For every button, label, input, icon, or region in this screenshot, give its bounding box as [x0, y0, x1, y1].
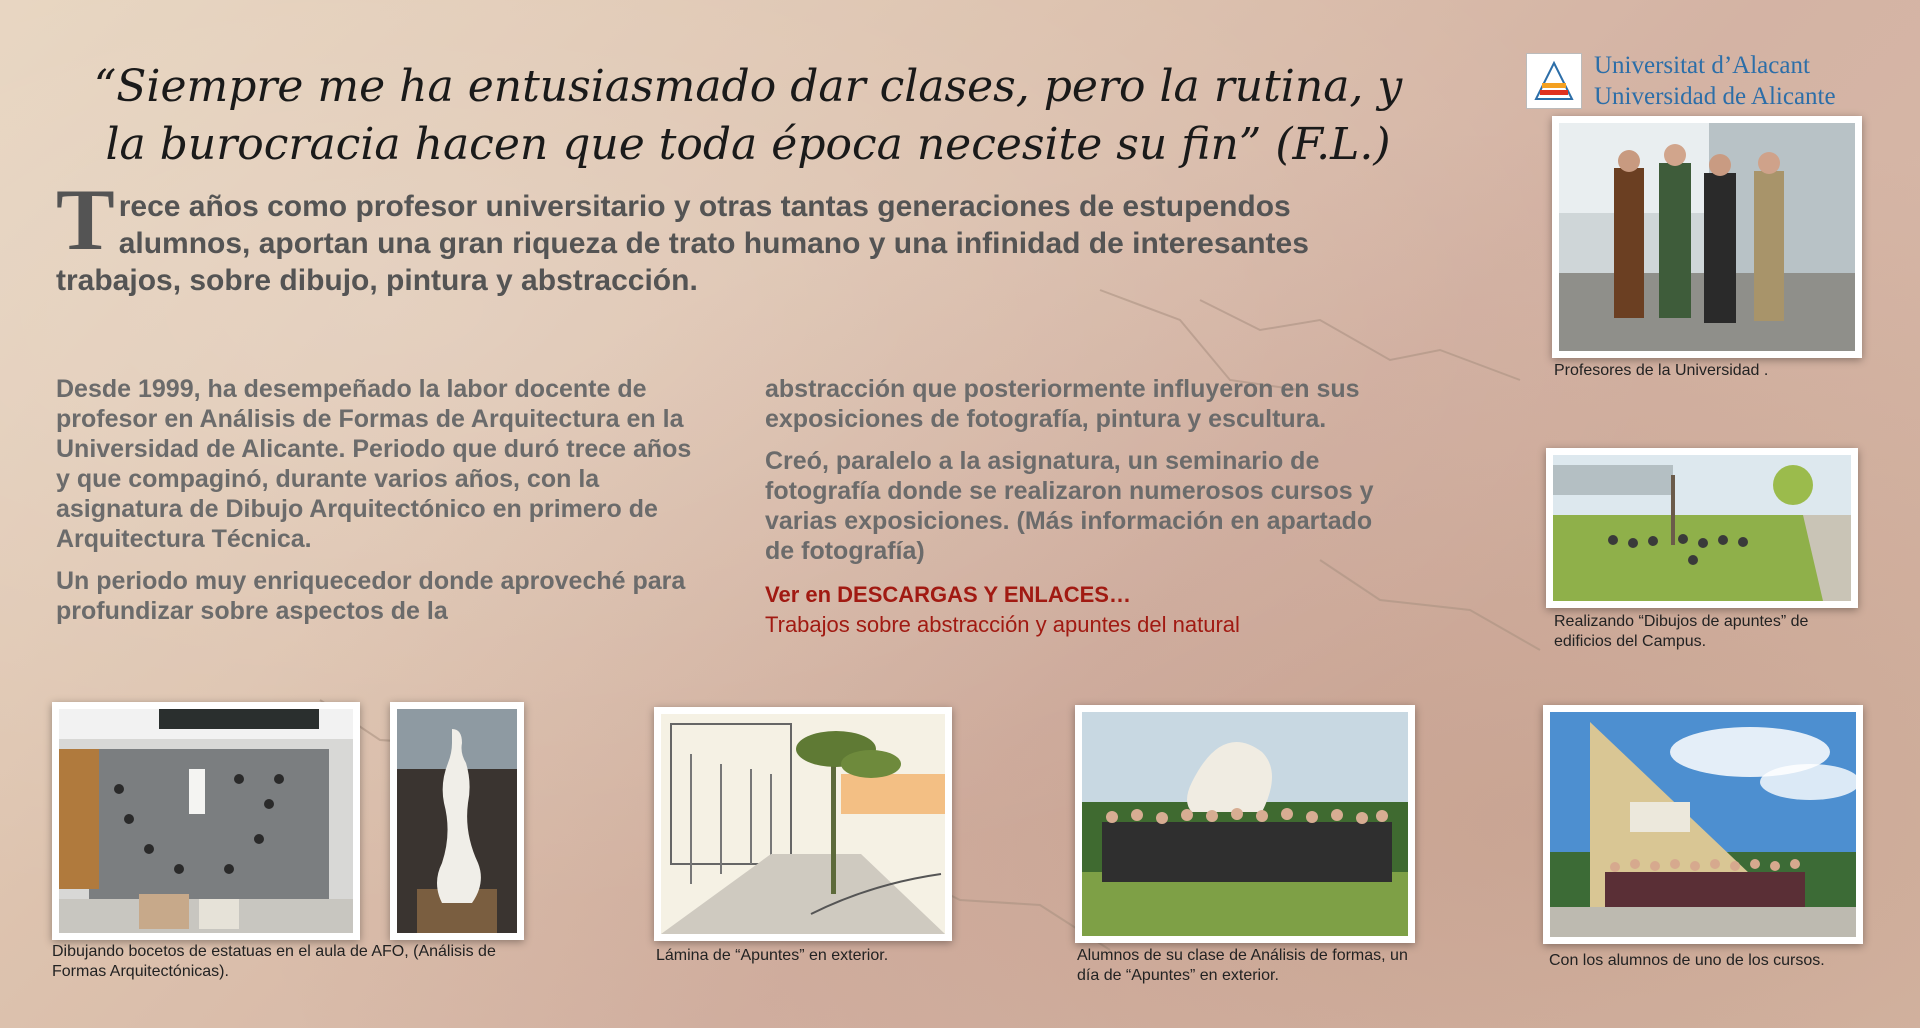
logo-line-2: Universidad de Alicante [1594, 83, 1836, 110]
university-emblem-icon [1526, 53, 1582, 109]
photo-professors [1552, 116, 1862, 358]
photo-drawing-sheet [654, 707, 952, 941]
drop-cap: T [56, 172, 115, 269]
photo-statue [390, 702, 524, 940]
downloads-link[interactable]: Ver en DESCARGAS Y ENLACES… [765, 582, 1131, 607]
downloads-subtitle: Trabajos sobre abstracción y apuntes del natural [765, 612, 1240, 637]
photo-students-statue [1075, 705, 1415, 943]
university-logo [1526, 50, 1836, 112]
lead-text: rece años como profesor universitario y otras tantas generaciones de estupendos alumnos, aportan una gran riqueza de trato humano y una infinidad de interesantes trabajos, sobre dibujo, pintura y abstracción. [56, 190, 1309, 297]
photo-classroom [52, 702, 360, 940]
body-paragraph: Creó, paralelo a la asignatura, un seminario de fotografía donde se realizaron numerosos cursos y varias exposiciones. (Más información en apartado de fotografía) [765, 447, 1374, 565]
body-column-1 [56, 374, 696, 638]
photo-course-group [1543, 705, 1863, 944]
quote-line-2: la burocracia hacen que toda época necesite su fin” (F.L.) [105, 119, 1391, 170]
caption-students-statue: Alumnos de su clase de Análisis de formas, un día de “Apuntes” en exterior. [1077, 947, 1408, 984]
lead-paragraph [56, 172, 1386, 299]
caption-classroom: Dibujando bocetos de estatuas en el aula de AFO, (Análisis de Formas Arquitectónicas). [52, 943, 496, 980]
caption-campus: Realizando “Dibujos de apuntes” de edificios del Campus. [1554, 613, 1809, 650]
logo-line-1: Universitat d’Alacant [1594, 52, 1810, 79]
body-paragraph: Un periodo muy enriquecedor donde aproveché para profundizar sobre aspectos de la [56, 567, 686, 625]
quote-line-1: “Siempre me ha entusiasmado dar clases, pero la rutina, y [93, 61, 1403, 112]
body-column-2 [765, 374, 1405, 640]
quote [78, 58, 1418, 174]
caption-drawing-sheet: Lámina de “Apuntes” en exterior. [656, 947, 889, 964]
caption-course-group: Con los alumnos de uno de los cursos. [1549, 952, 1825, 969]
caption-professors: Profesores de la Universidad . [1554, 362, 1769, 379]
body-paragraph: abstracción que posteriormente influyeron en sus exposiciones de fotografía, pintura y escultura. [765, 375, 1360, 433]
photo-campus [1546, 448, 1858, 608]
body-paragraph: Desde 1999, ha desempeñado la labor docente de profesor en Análisis de Formas de Arquitectura en la Universidad de Alicante. Periodo que duró trece años y que compaginó, durante varios años, con la asignatura de Dibujo Arquitectónico en primero de Arquitectura Técnica. [56, 375, 692, 553]
